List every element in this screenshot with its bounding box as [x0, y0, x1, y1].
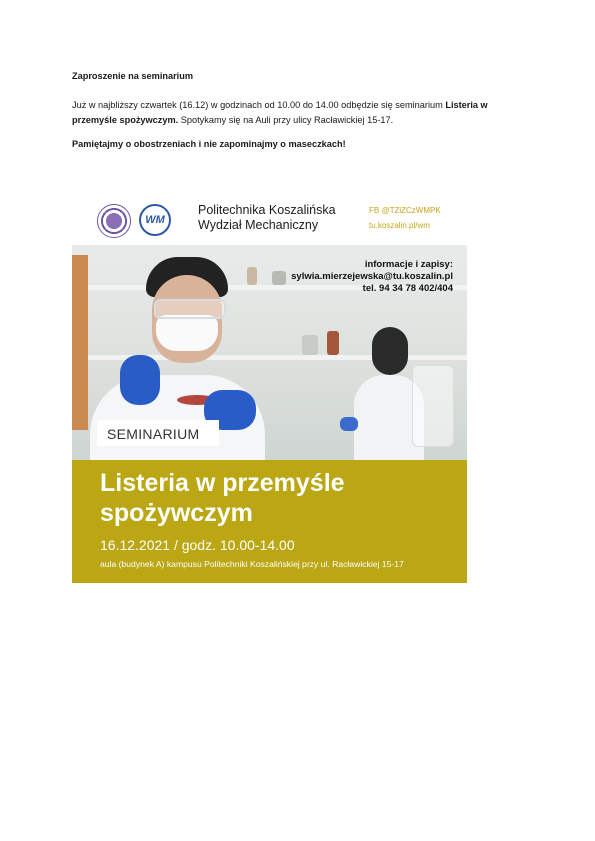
faculty-logo-text: WM	[145, 214, 165, 226]
blue-glove	[340, 417, 358, 431]
university-name: Politechnika Koszalińska	[198, 203, 336, 217]
contact-label: informacje i zapisy:	[364, 259, 453, 270]
contact-email: sylwia.mierzejewska@tu.koszalin.pl	[291, 271, 453, 282]
facebook-handle: FB @TZiZCzWMPK	[369, 206, 441, 215]
poster-headline-line2: spożywczym	[100, 499, 253, 527]
safety-glasses	[154, 299, 226, 319]
seminar-tag	[97, 420, 219, 446]
poster-date-time: 16.12.2021 / godz. 10.00-14.00	[100, 537, 295, 553]
university-logo-icon	[97, 204, 131, 238]
photo-wood-panel	[72, 255, 88, 430]
background-scientist-hair	[372, 327, 408, 375]
document-title: Zaproszenie na seminarium	[72, 71, 194, 81]
paragraph-seminar-name: Listeria w przemyśle spożywczym.	[72, 100, 488, 125]
scientist-mask	[156, 315, 218, 351]
reminder-note: Pamiętajmy o obostrzeniach i nie zapominajmy o maseczkach!	[72, 139, 346, 149]
photo-bottle	[247, 267, 257, 285]
poster-headline-line1: Listeria w przemyśle	[100, 469, 345, 497]
poster-header	[72, 193, 467, 245]
poster-band	[72, 460, 467, 583]
poster-venue: aula (budynek A) kampusu Politechniki Koszalińskiej przy ul. Racławickiej 15-17	[100, 559, 404, 569]
photo-bottle	[272, 271, 286, 285]
invitation-paragraph	[72, 98, 530, 128]
photo-bottle	[302, 335, 318, 355]
paragraph-text-2: Spotykamy się na Auli przy ulicy Racławickiej 15-17.	[178, 115, 394, 125]
seminar-poster	[72, 193, 467, 583]
blue-glove	[120, 355, 160, 405]
faculty-logo-icon	[139, 204, 171, 236]
seminar-tag-label: SEMINARIUM	[107, 426, 200, 442]
faculty-name: Wydział Mechaniczny	[198, 218, 319, 232]
contact-phone: tel. 94 34 78 402/404	[362, 283, 453, 294]
lab-flask	[412, 365, 454, 447]
faculty-website: tu.koszalin.pl/wm	[369, 221, 430, 230]
photo-bottle	[327, 331, 339, 355]
paragraph-text-1: Już w najbliższy czwartek (16.12) w godzinach od 10.00 do 14.00 odbędzie się seminarium	[72, 100, 446, 110]
